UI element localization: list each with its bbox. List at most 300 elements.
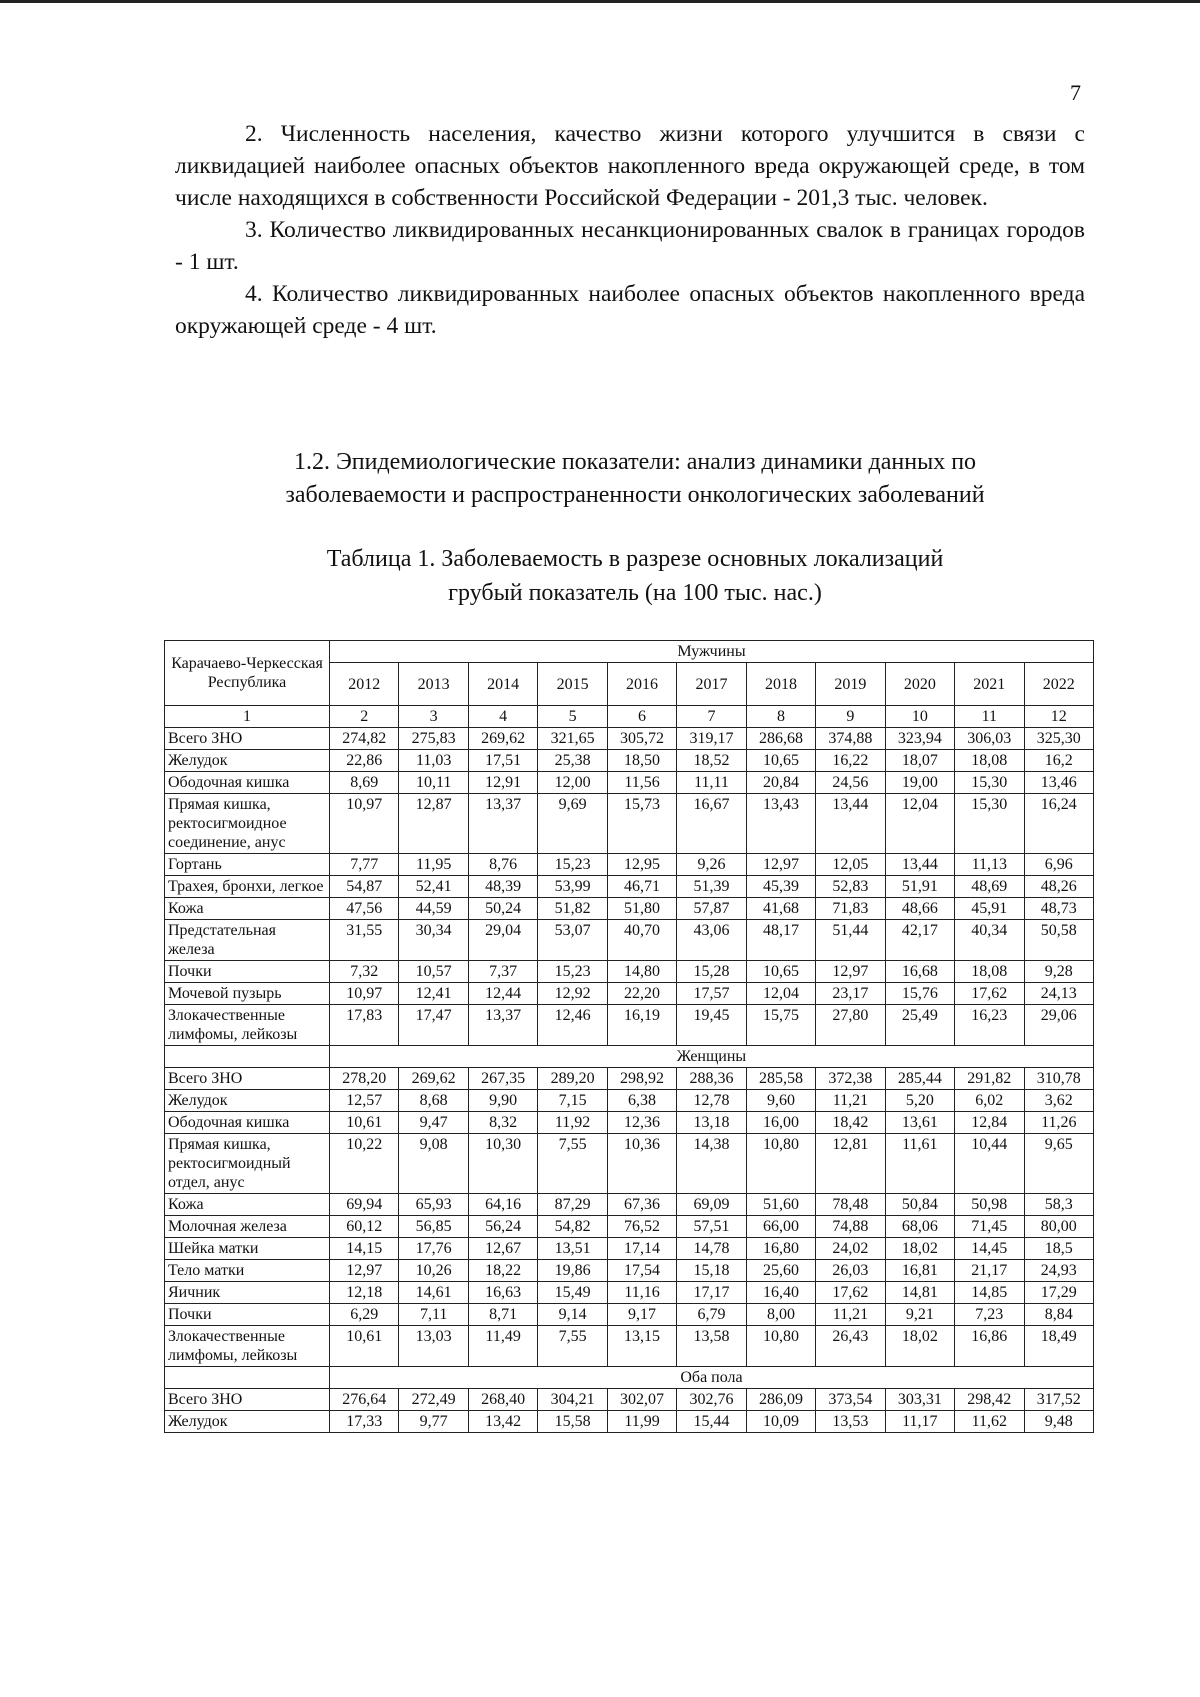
value-cell: 6,38 [607, 1090, 676, 1112]
group-header-row [165, 1046, 1094, 1068]
year-header-cell: 2021 [955, 663, 1024, 706]
value-cell: 11,11 [677, 772, 746, 794]
value-cell: 11,56 [607, 772, 676, 794]
value-cell: 12,91 [468, 772, 537, 794]
value-cell: 29,06 [1024, 1005, 1093, 1046]
table-row [165, 1411, 1094, 1433]
value-cell: 286,09 [746, 1389, 815, 1411]
value-cell: 69,94 [330, 1194, 399, 1216]
value-cell: 87,29 [538, 1194, 607, 1216]
value-cell: 22,20 [607, 983, 676, 1005]
value-cell: 48,39 [468, 876, 537, 898]
table-row [165, 1260, 1094, 1282]
value-cell: 16,19 [607, 1005, 676, 1046]
value-cell: 272,49 [399, 1389, 468, 1411]
value-cell: 25,60 [746, 1260, 815, 1282]
value-cell: 9,77 [399, 1411, 468, 1433]
table-row [165, 1194, 1094, 1216]
value-cell: 50,24 [468, 898, 537, 920]
column-number-cell: 4 [468, 706, 537, 728]
table-row [165, 1389, 1094, 1411]
value-cell: 26,03 [816, 1260, 885, 1282]
value-cell: 24,93 [1024, 1260, 1093, 1282]
value-cell: 304,21 [538, 1389, 607, 1411]
value-cell: 11,17 [885, 1411, 954, 1433]
localization-cell: Яичник [165, 1282, 330, 1304]
value-cell: 52,41 [399, 876, 468, 898]
value-cell: 50,98 [955, 1194, 1024, 1216]
page-number: 7 [1070, 80, 1081, 105]
value-cell: 16,67 [677, 794, 746, 854]
value-cell: 57,51 [677, 1216, 746, 1238]
value-cell: 10,44 [955, 1134, 1024, 1194]
value-cell: 18,02 [885, 1238, 954, 1260]
value-cell: 45,39 [746, 876, 815, 898]
value-cell: 15,73 [607, 794, 676, 854]
value-cell: 13,42 [468, 1411, 537, 1433]
localization-cell: Всего ЗНО [165, 1068, 330, 1090]
value-cell: 68,06 [885, 1216, 954, 1238]
value-cell: 46,71 [607, 876, 676, 898]
value-cell: 16,22 [816, 750, 885, 772]
value-cell: 54,82 [538, 1216, 607, 1238]
value-cell: 64,16 [468, 1194, 537, 1216]
value-cell: 12,36 [607, 1112, 676, 1134]
value-cell: 27,80 [816, 1005, 885, 1046]
value-cell: 76,52 [607, 1216, 676, 1238]
value-cell: 15,23 [538, 961, 607, 983]
value-cell: 13,53 [816, 1411, 885, 1433]
group-header-row [165, 1367, 1094, 1389]
value-cell: 11,21 [816, 1304, 885, 1326]
value-cell: 17,54 [607, 1260, 676, 1282]
value-cell: 269,62 [399, 1068, 468, 1090]
value-cell: 302,07 [607, 1389, 676, 1411]
value-cell: 8,00 [746, 1304, 815, 1326]
column-number-cell: 5 [538, 706, 607, 728]
value-cell: 11,16 [607, 1282, 676, 1304]
column-number-cell: 11 [955, 706, 1024, 728]
table-row [165, 876, 1094, 898]
value-cell: 18,50 [607, 750, 676, 772]
table-column-number-row [165, 706, 1094, 728]
value-cell: 16,68 [885, 961, 954, 983]
value-cell: 53,99 [538, 876, 607, 898]
column-number-cell: 8 [746, 706, 815, 728]
value-cell: 8,71 [468, 1304, 537, 1326]
table-row [165, 1216, 1094, 1238]
year-header-cell: 2022 [1024, 663, 1093, 706]
value-cell: 14,61 [399, 1282, 468, 1304]
value-cell: 10,22 [330, 1134, 399, 1194]
localization-cell: Кожа [165, 898, 330, 920]
value-cell: 48,66 [885, 898, 954, 920]
value-cell: 373,54 [816, 1389, 885, 1411]
localization-cell: Желудок [165, 1090, 330, 1112]
column-number-cell: 1 [165, 706, 330, 728]
value-cell: 69,09 [677, 1194, 746, 1216]
value-cell: 12,97 [330, 1260, 399, 1282]
value-cell: 9,21 [885, 1304, 954, 1326]
value-cell: 16,86 [955, 1326, 1024, 1367]
value-cell: 13,37 [468, 1005, 537, 1046]
table-row [165, 772, 1094, 794]
value-cell: 274,82 [330, 728, 399, 750]
year-header-cell: 2012 [330, 663, 399, 706]
value-cell: 10,65 [746, 961, 815, 983]
year-header-cell: 2015 [538, 663, 607, 706]
value-cell: 18,42 [816, 1112, 885, 1134]
value-cell: 10,26 [399, 1260, 468, 1282]
localization-cell: Прямая кишка, ректосигмоидное соединение, анус [165, 794, 330, 854]
value-cell: 19,86 [538, 1260, 607, 1282]
value-cell: 3,62 [1024, 1090, 1093, 1112]
value-cell: 57,87 [677, 898, 746, 920]
value-cell: 15,28 [677, 961, 746, 983]
value-cell: 10,61 [330, 1112, 399, 1134]
value-cell: 74,88 [816, 1216, 885, 1238]
localization-cell: Кожа [165, 1194, 330, 1216]
value-cell: 13,18 [677, 1112, 746, 1134]
value-cell: 40,70 [607, 920, 676, 961]
value-cell: 5,20 [885, 1090, 954, 1112]
value-cell: 18,5 [1024, 1238, 1093, 1260]
localization-cell: Ободочная кишка [165, 772, 330, 794]
table-caption-line-2: грубый показатель (на 100 тыс. нас.) [448, 580, 822, 606]
value-cell: 17,62 [816, 1282, 885, 1304]
value-cell: 12,81 [816, 1134, 885, 1194]
localization-cell: Шейка матки [165, 1238, 330, 1260]
value-cell: 7,55 [538, 1134, 607, 1194]
value-cell: 17,51 [468, 750, 537, 772]
value-cell: 10,80 [746, 1326, 815, 1367]
value-cell: 16,2 [1024, 750, 1093, 772]
column-number-cell: 3 [399, 706, 468, 728]
value-cell: 11,49 [468, 1326, 537, 1367]
value-cell: 17,17 [677, 1282, 746, 1304]
value-cell: 15,44 [677, 1411, 746, 1433]
localization-cell: Злокачественные лимфомы, лейкозы [165, 1005, 330, 1046]
localization-cell: Почки [165, 961, 330, 983]
value-cell: 10,57 [399, 961, 468, 983]
value-cell: 17,57 [677, 983, 746, 1005]
value-cell: 13,44 [885, 854, 954, 876]
value-cell: 17,29 [1024, 1282, 1093, 1304]
value-cell: 12,00 [538, 772, 607, 794]
value-cell: 43,06 [677, 920, 746, 961]
value-cell: 11,13 [955, 854, 1024, 876]
value-cell: 11,61 [885, 1134, 954, 1194]
value-cell: 15,23 [538, 854, 607, 876]
year-header-cell: 2018 [746, 663, 815, 706]
localization-cell: Молочная железа [165, 1216, 330, 1238]
section-title-line-1: 1.2. Эпидемиологические показатели: анализ динамики данных по [293, 449, 977, 475]
table-row [165, 1134, 1094, 1194]
value-cell: 71,83 [816, 898, 885, 920]
value-cell: 18,49 [1024, 1326, 1093, 1367]
value-cell: 12,05 [816, 854, 885, 876]
table-header-row [165, 641, 1094, 663]
value-cell: 40,34 [955, 920, 1024, 961]
value-cell: 18,02 [885, 1326, 954, 1367]
value-cell: 51,60 [746, 1194, 815, 1216]
value-cell: 291,82 [955, 1068, 1024, 1090]
value-cell: 14,78 [677, 1238, 746, 1260]
value-cell: 21,17 [955, 1260, 1024, 1282]
value-cell: 9,47 [399, 1112, 468, 1134]
value-cell: 18,22 [468, 1260, 537, 1282]
value-cell: 9,69 [538, 794, 607, 854]
value-cell: 12,84 [955, 1112, 1024, 1134]
value-cell: 12,41 [399, 983, 468, 1005]
value-cell: 24,56 [816, 772, 885, 794]
value-cell: 16,40 [746, 1282, 815, 1304]
value-cell: 7,37 [468, 961, 537, 983]
value-cell: 56,85 [399, 1216, 468, 1238]
incidence-table-body [165, 641, 1094, 1433]
value-cell: 13,61 [885, 1112, 954, 1134]
value-cell: 14,45 [955, 1238, 1024, 1260]
incidence-table [164, 640, 1094, 1433]
table-row [165, 854, 1094, 876]
value-cell: 50,58 [1024, 920, 1093, 961]
value-cell: 6,02 [955, 1090, 1024, 1112]
value-cell: 17,83 [330, 1005, 399, 1046]
value-cell: 305,72 [607, 728, 676, 750]
value-cell: 12,97 [816, 961, 885, 983]
value-cell: 48,73 [1024, 898, 1093, 920]
table-row [165, 1282, 1094, 1304]
value-cell: 8,76 [468, 854, 537, 876]
paragraph-4: 4. Количество ликвидированных наиболее опасных объектов накопленного вреда окружающей среде - 4 шт. [175, 281, 1085, 339]
value-cell: 11,21 [816, 1090, 885, 1112]
value-cell: 13,03 [399, 1326, 468, 1367]
value-cell: 11,03 [399, 750, 468, 772]
group-label-cell: Оба пола [330, 1367, 1094, 1389]
value-cell: 374,88 [816, 728, 885, 750]
value-cell: 16,23 [955, 1005, 1024, 1046]
table-row [165, 1304, 1094, 1326]
value-cell: 30,34 [399, 920, 468, 961]
value-cell: 19,00 [885, 772, 954, 794]
table-row [165, 750, 1094, 772]
value-cell: 10,61 [330, 1326, 399, 1367]
value-cell: 276,64 [330, 1389, 399, 1411]
column-number-cell: 9 [816, 706, 885, 728]
value-cell: 13,15 [607, 1326, 676, 1367]
value-cell: 267,35 [468, 1068, 537, 1090]
value-cell: 54,87 [330, 876, 399, 898]
value-cell: 41,68 [746, 898, 815, 920]
value-cell: 22,86 [330, 750, 399, 772]
value-cell: 16,63 [468, 1282, 537, 1304]
value-cell: 18,07 [885, 750, 954, 772]
body-paragraphs [175, 118, 1085, 342]
value-cell: 48,26 [1024, 876, 1093, 898]
value-cell: 15,49 [538, 1282, 607, 1304]
value-cell: 10,09 [746, 1411, 815, 1433]
value-cell: 8,32 [468, 1112, 537, 1134]
localization-cell: Злокачественные лимфомы, лейкозы [165, 1326, 330, 1367]
value-cell: 10,36 [607, 1134, 676, 1194]
value-cell: 58,3 [1024, 1194, 1093, 1216]
value-cell: 24,13 [1024, 983, 1093, 1005]
value-cell: 9,26 [677, 854, 746, 876]
table-row [165, 983, 1094, 1005]
value-cell: 285,58 [746, 1068, 815, 1090]
value-cell: 15,58 [538, 1411, 607, 1433]
value-cell: 78,48 [816, 1194, 885, 1216]
value-cell: 13,44 [816, 794, 885, 854]
value-cell: 20,84 [746, 772, 815, 794]
year-header-cell: 2017 [677, 663, 746, 706]
value-cell: 12,18 [330, 1282, 399, 1304]
column-number-cell: 12 [1024, 706, 1093, 728]
value-cell: 302,76 [677, 1389, 746, 1411]
value-cell: 7,77 [330, 854, 399, 876]
value-cell: 6,29 [330, 1304, 399, 1326]
value-cell: 14,80 [607, 961, 676, 983]
group-label-cell: Мужчины [330, 641, 1094, 663]
column-number-cell: 2 [330, 706, 399, 728]
value-cell: 9,17 [607, 1304, 676, 1326]
value-cell: 11,92 [538, 1112, 607, 1134]
value-cell: 17,14 [607, 1238, 676, 1260]
value-cell: 325,30 [1024, 728, 1093, 750]
value-cell: 51,44 [816, 920, 885, 961]
value-cell: 51,39 [677, 876, 746, 898]
column-number-cell: 10 [885, 706, 954, 728]
value-cell: 317,52 [1024, 1389, 1093, 1411]
localization-cell: Предстательная железа [165, 920, 330, 961]
page-top-border [0, 0, 1200, 3]
value-cell: 9,08 [399, 1134, 468, 1194]
value-cell: 7,55 [538, 1326, 607, 1367]
value-cell: 16,24 [1024, 794, 1093, 854]
value-cell: 50,84 [885, 1194, 954, 1216]
value-cell: 15,30 [955, 794, 1024, 854]
value-cell: 8,68 [399, 1090, 468, 1112]
value-cell: 52,83 [816, 876, 885, 898]
value-cell: 26,43 [816, 1326, 885, 1367]
value-cell: 288,36 [677, 1068, 746, 1090]
value-cell: 25,38 [538, 750, 607, 772]
value-cell: 269,62 [468, 728, 537, 750]
value-cell: 11,26 [1024, 1112, 1093, 1134]
value-cell: 45,91 [955, 898, 1024, 920]
value-cell: 51,91 [885, 876, 954, 898]
table-row [165, 898, 1094, 920]
value-cell: 11,62 [955, 1411, 1024, 1433]
value-cell: 372,38 [816, 1068, 885, 1090]
table-row [165, 728, 1094, 750]
value-cell: 17,62 [955, 983, 1024, 1005]
value-cell: 12,97 [746, 854, 815, 876]
value-cell: 285,44 [885, 1068, 954, 1090]
table-row [165, 1090, 1094, 1112]
value-cell: 303,31 [885, 1389, 954, 1411]
value-cell: 9,60 [746, 1090, 815, 1112]
value-cell: 6,96 [1024, 854, 1093, 876]
value-cell: 13,43 [746, 794, 815, 854]
value-cell: 12,44 [468, 983, 537, 1005]
value-cell: 310,78 [1024, 1068, 1093, 1090]
value-cell: 298,42 [955, 1389, 1024, 1411]
localization-cell: Трахея, бронхи, легкое [165, 876, 330, 898]
value-cell: 10,11 [399, 772, 468, 794]
year-header-cell: 2016 [607, 663, 676, 706]
value-cell: 15,18 [677, 1260, 746, 1282]
value-cell: 298,92 [607, 1068, 676, 1090]
value-cell: 11,99 [607, 1411, 676, 1433]
value-cell: 60,12 [330, 1216, 399, 1238]
localization-cell: Ободочная кишка [165, 1112, 330, 1134]
value-cell: 15,75 [746, 1005, 815, 1046]
value-cell: 9,28 [1024, 961, 1093, 983]
value-cell: 10,65 [746, 750, 815, 772]
value-cell: 7,32 [330, 961, 399, 983]
value-cell: 6,79 [677, 1304, 746, 1326]
localization-cell: Гортань [165, 854, 330, 876]
value-cell: 10,30 [468, 1134, 537, 1194]
value-cell: 42,17 [885, 920, 954, 961]
value-cell: 29,04 [468, 920, 537, 961]
paragraph-3: 3. Количество ликвидированных несанкционированных свалок в границах городов - 1 шт. [175, 217, 1085, 275]
value-cell: 51,82 [538, 898, 607, 920]
value-cell: 14,15 [330, 1238, 399, 1260]
value-cell: 44,59 [399, 898, 468, 920]
value-cell: 12,92 [538, 983, 607, 1005]
table-row [165, 1068, 1094, 1090]
value-cell: 10,97 [330, 983, 399, 1005]
value-cell: 16,00 [746, 1112, 815, 1134]
table-row [165, 1238, 1094, 1260]
year-header-cell: 2013 [399, 663, 468, 706]
region-header-cell: Карачаево-Черкесская Республика [165, 641, 330, 706]
value-cell: 10,97 [330, 794, 399, 854]
value-cell: 289,20 [538, 1068, 607, 1090]
value-cell: 13,46 [1024, 772, 1093, 794]
column-number-cell: 7 [677, 706, 746, 728]
table-row [165, 961, 1094, 983]
value-cell: 65,93 [399, 1194, 468, 1216]
value-cell: 67,36 [607, 1194, 676, 1216]
value-cell: 48,69 [955, 876, 1024, 898]
localization-cell: Мочевой пузырь [165, 983, 330, 1005]
value-cell: 14,38 [677, 1134, 746, 1194]
value-cell: 12,67 [468, 1238, 537, 1260]
value-cell: 7,15 [538, 1090, 607, 1112]
value-cell: 17,76 [399, 1238, 468, 1260]
localization-cell: Прямая кишка, ректосигмоидный отдел, анус [165, 1134, 330, 1194]
value-cell: 13,37 [468, 794, 537, 854]
value-cell: 47,56 [330, 898, 399, 920]
value-cell: 19,45 [677, 1005, 746, 1046]
value-cell: 9,48 [1024, 1411, 1093, 1433]
section-title-line-2: заболеваемости и распространенности онкологических заболеваний [285, 482, 985, 508]
value-cell: 48,17 [746, 920, 815, 961]
group-empty-cell [165, 1367, 330, 1389]
year-header-cell: 2020 [885, 663, 954, 706]
localization-cell: Всего ЗНО [165, 728, 330, 750]
value-cell: 53,07 [538, 920, 607, 961]
value-cell: 268,40 [468, 1389, 537, 1411]
value-cell: 286,68 [746, 728, 815, 750]
value-cell: 12,46 [538, 1005, 607, 1046]
value-cell: 306,03 [955, 728, 1024, 750]
value-cell: 17,33 [330, 1411, 399, 1433]
table-row [165, 1326, 1094, 1367]
